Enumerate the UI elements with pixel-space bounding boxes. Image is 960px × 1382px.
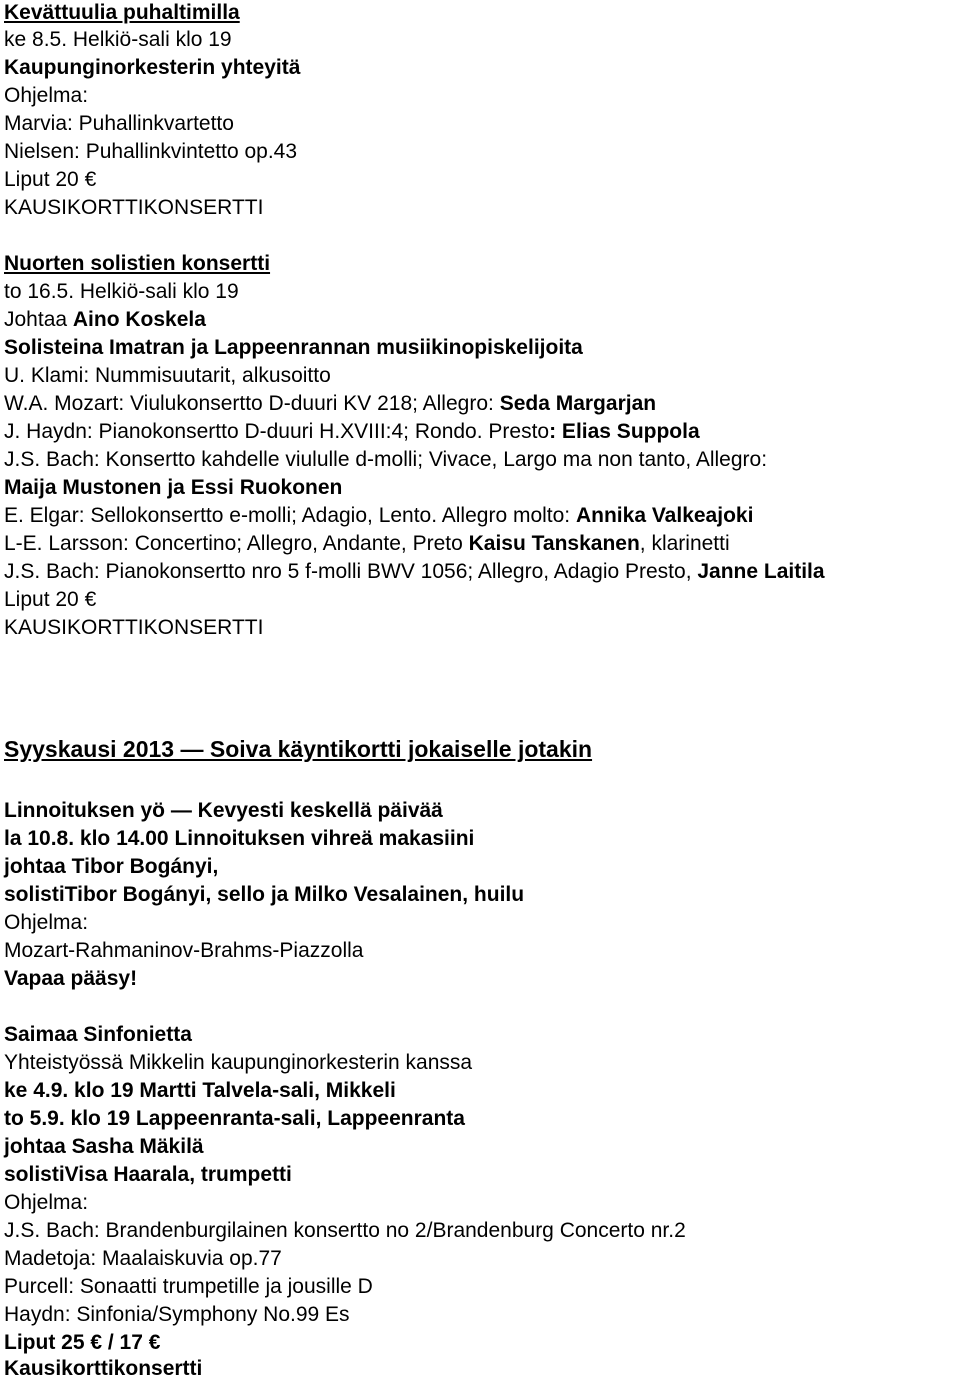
- concert-title-kevattuulia: Kevättuulia puhaltimilla: [4, 1, 240, 24]
- concert-series: KAUSIKORTTIKONSERTTI: [4, 616, 264, 639]
- concert-series: KAUSIKORTTIKONSERTTI: [4, 196, 264, 219]
- work-text: J.S. Bach: Pianokonsertto nro 5 f-molli BWV 1056; Allegro, Adagio Presto,: [4, 560, 698, 583]
- ticket-price: Liput 20 €: [4, 168, 97, 191]
- soloist-name: Seda Margarjan: [499, 392, 657, 415]
- program-item: Haydn: Sinfonia/Symphony No.99 Es: [4, 1303, 350, 1326]
- work-text: W.A. Mozart: Viulukonsertto D-duuri KV 218; Allegro:: [4, 392, 500, 415]
- program-item: [4, 419, 700, 445]
- concert-subtitle: Kaupunginorkesterin yhteyitä: [4, 56, 301, 79]
- program-item: Madetoja: Maalaiskuvia op.77: [4, 1247, 282, 1270]
- program-item: Purcell: Sonaatti trumpetille ja jousille D: [4, 1275, 373, 1298]
- soloists-line: solistiVisa Haarala, trumpetti: [4, 1163, 292, 1186]
- program-item: U. Klami: Nummisuutarit, alkusoitto: [4, 364, 331, 387]
- program-label: Ohjelma:: [4, 911, 89, 934]
- soloist-name: Annika Valkeajoki: [575, 504, 754, 527]
- program-item: J.S. Bach: Brandenburgilainen konsertto no 2/Brandenburg Concerto nr.2: [4, 1219, 686, 1242]
- work-text: E. Elgar: Sellokonsertto e-molli; Adagio, Lento. Allegro molto:: [4, 504, 576, 527]
- concert-title-linnoituksen-yo: Linnoituksen yö — Kevyesti keskellä päivää: [4, 799, 443, 822]
- instrument-text: , klarinetti: [639, 532, 730, 555]
- soloist-name: Janne Laitila: [697, 560, 825, 583]
- soloists-line: Solisteina Imatran ja Lappeenrannan musiikinopiskelijoita: [4, 336, 583, 359]
- conductor-line: johtaa Sasha Mäkilä: [4, 1135, 204, 1158]
- program-item: Mozart-Rahmaninov-Brahms-Piazzolla: [4, 939, 364, 962]
- program-item: [4, 503, 753, 529]
- soloist-name: Kaisu Tanskanen: [468, 532, 640, 555]
- concert-title-nuorten-solistien: Nuorten solistien konsertti: [4, 252, 271, 275]
- concert-title-saimaa-sinfonietta: Saimaa Sinfonietta: [4, 1023, 192, 1046]
- soloist-name: Maija Mustonen ja Essi Ruokonen: [4, 476, 343, 499]
- program-item: J.S. Bach: Konsertto kahdelle viululle d-molli; Vivace, Largo ma non tanto, Allegro:: [4, 448, 768, 471]
- concert-date: la 10.8. klo 14.00 Linnoituksen vihreä makasiini: [4, 827, 475, 850]
- program-item: Marvia: Puhallinkvartetto: [4, 112, 234, 135]
- program-label: Ohjelma:: [4, 84, 89, 107]
- concert-series: Kausikorttikonsertti: [4, 1357, 203, 1380]
- program-item: Nielsen: Puhallinkvintetto op.43: [4, 140, 298, 163]
- program-label: Ohjelma:: [4, 1191, 89, 1214]
- program-item: [4, 559, 825, 585]
- conductor-line: [4, 307, 206, 333]
- concert-date: to 5.9. klo 19 Lappeenranta-sali, Lappeenranta: [4, 1107, 465, 1130]
- season-heading: Syyskausi 2013 — Soiva käyntikortti jokaiselle jotakin: [4, 736, 593, 762]
- program-item: [4, 531, 730, 557]
- concert-date: to 16.5. Helkiö-sali klo 19: [4, 280, 239, 303]
- concert-date: ke 4.9. klo 19 Martti Talvela-sali, Mikkeli: [4, 1079, 396, 1102]
- program-item: [4, 391, 656, 417]
- work-text: J. Haydn: Pianokonsertto D-duuri H.XVIII:4; Rondo. Presto: [4, 420, 550, 443]
- admission-note: Vapaa pääsy!: [4, 967, 138, 990]
- ticket-price: Liput 25 € / 17 €: [4, 1331, 161, 1354]
- cooperation-note: Yhteistyössä Mikkelin kaupunginorkesterin kanssa: [4, 1051, 473, 1074]
- conductor-line: johtaa Tibor Bogányi,: [4, 855, 219, 878]
- concert-date: ke 8.5. Helkiö-sali klo 19: [4, 28, 232, 51]
- soloist-name: : Elias Suppola: [549, 420, 700, 443]
- soloists-line: solistiTibor Bogányi, sello ja Milko Vesalainen, huilu: [4, 883, 525, 906]
- conductor-prefix: Johtaa: [4, 308, 73, 331]
- work-text: L-E. Larsson: Concertino; Allegro, Andante, Preto: [4, 532, 469, 555]
- ticket-price: Liput 20 €: [4, 588, 97, 611]
- conductor-name: Aino Koskela: [72, 308, 206, 331]
